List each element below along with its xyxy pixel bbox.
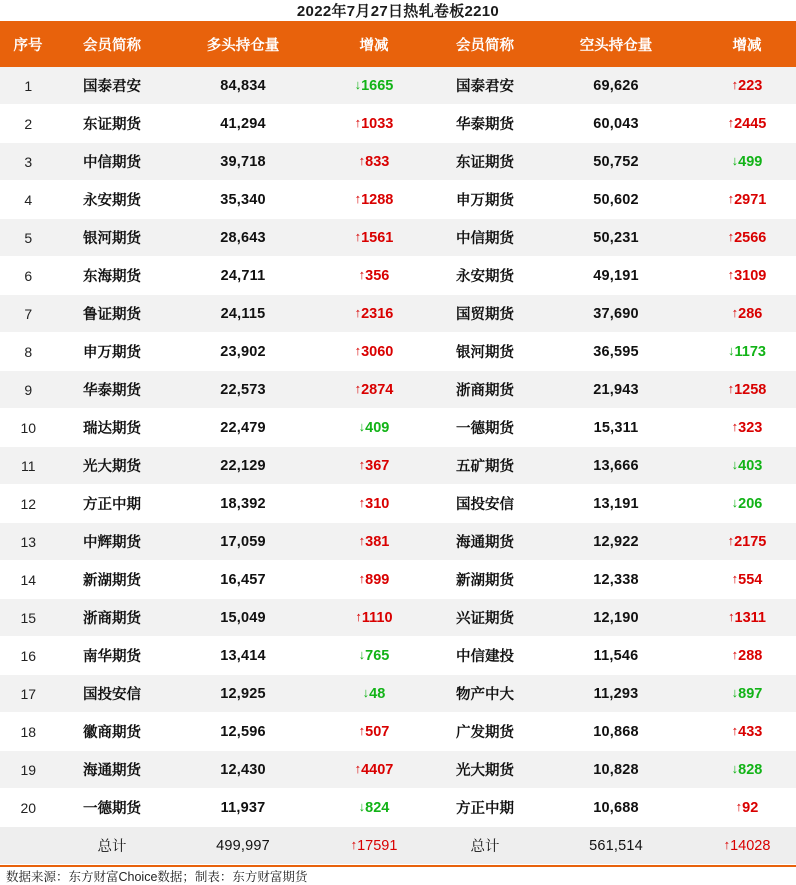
cell-seq: 15 [0, 599, 57, 637]
cell-long-change [319, 561, 430, 599]
change-value: 1665 [361, 78, 393, 94]
header-row [0, 21, 796, 67]
cell-long-volume: 15,049 [168, 599, 319, 637]
cell-short-volume: 11,293 [541, 675, 692, 713]
change-value: 223 [738, 78, 762, 94]
cell-seq: 1 [0, 67, 57, 105]
cell-short-volume: 21,943 [541, 371, 692, 409]
change-value: 2971 [734, 192, 766, 208]
cell-long-member: 海通期货 [57, 751, 168, 789]
cell-seq: 11 [0, 447, 57, 485]
cell-short-volume: 50,752 [541, 143, 692, 181]
cell-long-change [319, 409, 430, 447]
cell-short-volume: 10,868 [541, 713, 692, 751]
positions-table [0, 21, 796, 865]
change-value: 381 [365, 534, 389, 550]
cell-long-change [319, 143, 430, 181]
change-value: 92 [742, 800, 758, 816]
cell-short-member: 国泰君安 [430, 67, 541, 105]
cell-long-member: 鲁证期货 [57, 295, 168, 333]
arrow-up-icon: ↑ [732, 571, 739, 586]
change-value: 14028 [730, 838, 770, 854]
arrow-up-icon: ↑ [728, 229, 735, 244]
column-header-long-name: 会员简称 [57, 21, 168, 67]
change-value: 1311 [735, 610, 766, 626]
cell-short-change [692, 523, 796, 561]
arrow-up-icon: ↑ [736, 799, 743, 814]
table-row [0, 257, 796, 295]
arrow-down-icon: ↓ [732, 685, 739, 700]
cell-long-volume: 22,573 [168, 371, 319, 409]
cell-long-member: 南华期货 [57, 637, 168, 675]
cell-long-volume: 12,925 [168, 675, 319, 713]
cell-short-change [692, 67, 796, 105]
arrow-up-icon: ↑ [732, 77, 739, 92]
change-value: 2445 [734, 116, 766, 132]
cell-short-change [692, 295, 796, 333]
cell-long-volume: 22,479 [168, 409, 319, 447]
change-value: 356 [365, 268, 389, 284]
change-value: 2874 [361, 382, 393, 398]
cell-short-change [692, 599, 796, 637]
cell-short-change [692, 561, 796, 599]
table-row [0, 295, 796, 333]
cell-short-volume: 50,231 [541, 219, 692, 257]
table-body [0, 67, 796, 865]
change-value: 3060 [361, 344, 393, 360]
cell-long-volume: 28,643 [168, 219, 319, 257]
change-value: 288 [738, 648, 762, 664]
arrow-up-icon: ↑ [359, 533, 366, 548]
table-row [0, 561, 796, 599]
column-header-seq: 序号 [0, 21, 57, 67]
cell-long-change [319, 181, 430, 219]
cell-short-member: 国贸期货 [430, 295, 541, 333]
cell-short-volume: 10,828 [541, 751, 692, 789]
cell-short-volume: 12,190 [541, 599, 692, 637]
arrow-up-icon: ↑ [355, 609, 362, 624]
arrow-down-icon: ↓ [359, 799, 366, 814]
change-value: 1173 [735, 344, 766, 360]
table-row [0, 409, 796, 447]
cell-short-change [692, 713, 796, 751]
cell-short-member: 中信期货 [430, 219, 541, 257]
change-value: 828 [738, 762, 762, 778]
arrow-down-icon: ↓ [732, 153, 739, 168]
arrow-up-icon: ↑ [728, 267, 735, 282]
cell-seq: 3 [0, 143, 57, 181]
arrow-up-icon: ↑ [359, 571, 366, 586]
cell-long-change [319, 637, 430, 675]
cell-short-member: 东证期货 [430, 143, 541, 181]
cell-short-member: 华泰期货 [430, 105, 541, 143]
arrow-down-icon: ↓ [359, 647, 366, 662]
change-value: 765 [365, 648, 389, 664]
arrow-down-icon: ↓ [732, 495, 739, 510]
cell-short-change [692, 751, 796, 789]
arrow-up-icon: ↑ [355, 381, 362, 396]
cell-long-volume: 12,596 [168, 713, 319, 751]
change-value: 48 [369, 686, 385, 702]
cell-long-volume: 84,834 [168, 67, 319, 105]
cell-short-volume: 37,690 [541, 295, 692, 333]
cell-total-long-change [319, 827, 430, 865]
table-row [0, 371, 796, 409]
cell-short-change [692, 333, 796, 371]
cell-seq: 19 [0, 751, 57, 789]
cell-long-member: 华泰期货 [57, 371, 168, 409]
table-row [0, 599, 796, 637]
cell-short-change [692, 219, 796, 257]
arrow-up-icon: ↑ [728, 381, 735, 396]
arrow-up-icon: ↑ [732, 305, 739, 320]
table-row [0, 143, 796, 181]
page-title: 2022年7月27日热轧卷板2210 [297, 0, 499, 21]
cell-short-member: 新湖期货 [430, 561, 541, 599]
cell-long-volume: 11,937 [168, 789, 319, 827]
table-total-row [0, 827, 796, 865]
cell-short-member: 海通期货 [430, 523, 541, 561]
change-value: 899 [365, 572, 389, 588]
arrow-down-icon: ↓ [363, 685, 370, 700]
arrow-up-icon: ↑ [355, 343, 362, 358]
arrow-up-icon: ↑ [359, 457, 366, 472]
cell-short-member: 永安期货 [430, 257, 541, 295]
cell-long-change [319, 371, 430, 409]
cell-short-member: 五矿期货 [430, 447, 541, 485]
cell-short-change [692, 371, 796, 409]
arrow-down-icon: ↓ [732, 457, 739, 472]
column-header-short-chg: 增减 [692, 21, 796, 67]
cell-seq: 6 [0, 257, 57, 295]
cell-short-change [692, 105, 796, 143]
arrow-up-icon: ↑ [359, 495, 366, 510]
change-value: 3109 [734, 268, 766, 284]
arrow-down-icon: ↓ [355, 77, 362, 92]
cell-seq: 5 [0, 219, 57, 257]
change-value: 2566 [734, 230, 766, 246]
cell-seq: 17 [0, 675, 57, 713]
cell-long-member: 东海期货 [57, 257, 168, 295]
cell-short-member: 方正中期 [430, 789, 541, 827]
cell-seq: 16 [0, 637, 57, 675]
cell-long-volume: 39,718 [168, 143, 319, 181]
change-value: 409 [365, 420, 389, 436]
table-row [0, 447, 796, 485]
cell-long-member: 申万期货 [57, 333, 168, 371]
change-value: 1561 [361, 230, 393, 246]
cell-short-change [692, 789, 796, 827]
cell-short-volume: 12,922 [541, 523, 692, 561]
cell-short-volume: 69,626 [541, 67, 692, 105]
change-value: 310 [365, 496, 389, 512]
cell-seq: 14 [0, 561, 57, 599]
arrow-up-icon: ↑ [355, 305, 362, 320]
arrow-up-icon: ↑ [359, 153, 366, 168]
cell-short-volume: 49,191 [541, 257, 692, 295]
arrow-up-icon: ↑ [728, 191, 735, 206]
change-value: 4407 [361, 762, 393, 778]
cell-short-change [692, 485, 796, 523]
cell-total-long-label: 总计 [57, 827, 168, 865]
cell-short-member: 兴证期货 [430, 599, 541, 637]
cell-short-change [692, 675, 796, 713]
change-value: 1258 [734, 382, 766, 398]
change-value: 833 [365, 154, 389, 170]
cell-long-change [319, 751, 430, 789]
cell-short-volume: 13,191 [541, 485, 692, 523]
cell-long-volume: 17,059 [168, 523, 319, 561]
cell-long-volume: 12,430 [168, 751, 319, 789]
cell-total-short-change [692, 827, 796, 865]
cell-short-change [692, 143, 796, 181]
table-header [0, 21, 796, 67]
table-row [0, 637, 796, 675]
cell-seq: 7 [0, 295, 57, 333]
arrow-up-icon: ↑ [732, 647, 739, 662]
cell-short-volume: 50,602 [541, 181, 692, 219]
cell-long-change [319, 599, 430, 637]
cell-seq: 10 [0, 409, 57, 447]
table-row [0, 105, 796, 143]
table-row [0, 713, 796, 751]
cell-short-volume: 60,043 [541, 105, 692, 143]
arrow-up-icon: ↑ [359, 267, 366, 282]
cell-short-member: 光大期货 [430, 751, 541, 789]
arrow-up-icon: ↑ [728, 115, 735, 130]
arrow-up-icon: ↑ [359, 723, 366, 738]
arrow-up-icon: ↑ [355, 761, 362, 776]
cell-short-volume: 13,666 [541, 447, 692, 485]
cell-long-member: 徽商期货 [57, 713, 168, 751]
change-value: 2175 [734, 534, 766, 550]
change-value: 554 [738, 572, 762, 588]
cell-long-volume: 23,902 [168, 333, 319, 371]
table-row [0, 67, 796, 105]
cell-long-member: 瑞达期货 [57, 409, 168, 447]
arrow-up-icon: ↑ [355, 191, 362, 206]
cell-long-change [319, 333, 430, 371]
cell-long-member: 新湖期货 [57, 561, 168, 599]
cell-long-change [319, 219, 430, 257]
cell-seq: 18 [0, 713, 57, 751]
cell-short-member: 物产中大 [430, 675, 541, 713]
cell-short-volume: 11,546 [541, 637, 692, 675]
cell-short-volume: 36,595 [541, 333, 692, 371]
cell-long-member: 中信期货 [57, 143, 168, 181]
table-row [0, 675, 796, 713]
cell-long-member: 东证期货 [57, 105, 168, 143]
arrow-up-icon: ↑ [351, 837, 358, 852]
cell-short-volume: 10,688 [541, 789, 692, 827]
cell-total-seq [0, 827, 57, 865]
cell-long-change [319, 105, 430, 143]
change-value: 2316 [361, 306, 393, 322]
cell-long-member: 国泰君安 [57, 67, 168, 105]
arrow-up-icon: ↑ [355, 115, 362, 130]
cell-short-member: 广发期货 [430, 713, 541, 751]
cell-total-short-volume: 561,514 [541, 827, 692, 865]
table-row [0, 181, 796, 219]
cell-seq: 8 [0, 333, 57, 371]
cell-seq: 13 [0, 523, 57, 561]
page-title-bar [0, 0, 796, 21]
change-value: 367 [365, 458, 389, 474]
cell-long-volume: 35,340 [168, 181, 319, 219]
cell-total-long-volume: 499,997 [168, 827, 319, 865]
cell-long-volume: 22,129 [168, 447, 319, 485]
cell-short-change [692, 181, 796, 219]
cell-long-change [319, 447, 430, 485]
cell-long-change [319, 485, 430, 523]
cell-short-member: 国投安信 [430, 485, 541, 523]
cell-long-volume: 24,711 [168, 257, 319, 295]
cell-long-change [319, 523, 430, 561]
cell-long-member: 永安期货 [57, 181, 168, 219]
cell-seq: 20 [0, 789, 57, 827]
cell-long-member: 一德期货 [57, 789, 168, 827]
change-value: 1110 [362, 610, 393, 626]
arrow-up-icon: ↑ [728, 609, 735, 624]
arrow-down-icon: ↓ [732, 761, 739, 776]
change-value: 433 [738, 724, 762, 740]
change-value: 17591 [357, 838, 397, 854]
arrow-up-icon: ↑ [724, 837, 731, 852]
cell-seq: 2 [0, 105, 57, 143]
cell-short-change [692, 447, 796, 485]
change-value: 499 [738, 154, 762, 170]
cell-long-member: 国投安信 [57, 675, 168, 713]
cell-short-member: 申万期货 [430, 181, 541, 219]
cell-long-member: 光大期货 [57, 447, 168, 485]
change-value: 403 [738, 458, 762, 474]
cell-long-volume: 18,392 [168, 485, 319, 523]
table-row [0, 523, 796, 561]
cell-long-member: 中辉期货 [57, 523, 168, 561]
change-value: 1033 [361, 116, 393, 132]
change-value: 824 [365, 800, 389, 816]
column-header-short-vol: 空头持仓量 [541, 21, 692, 67]
table-row [0, 219, 796, 257]
column-header-short-name: 会员简称 [430, 21, 541, 67]
table-row [0, 789, 796, 827]
source-note: 数据来源：东方财富Choice数据；制表：东方财富期货 [6, 867, 307, 885]
change-value: 286 [738, 306, 762, 322]
table-row [0, 333, 796, 371]
cell-long-member: 浙商期货 [57, 599, 168, 637]
change-value: 206 [738, 496, 762, 512]
cell-long-volume: 41,294 [168, 105, 319, 143]
cell-short-member: 中信建投 [430, 637, 541, 675]
cell-total-short-label: 总计 [430, 827, 541, 865]
cell-long-change [319, 257, 430, 295]
cell-short-volume: 15,311 [541, 409, 692, 447]
arrow-up-icon: ↑ [728, 533, 735, 548]
cell-long-change [319, 713, 430, 751]
cell-long-change [319, 789, 430, 827]
cell-seq: 4 [0, 181, 57, 219]
cell-short-change [692, 637, 796, 675]
cell-long-member: 方正中期 [57, 485, 168, 523]
change-value: 897 [738, 686, 762, 702]
change-value: 507 [365, 724, 389, 740]
table-row [0, 751, 796, 789]
cell-short-member: 银河期货 [430, 333, 541, 371]
cell-long-volume: 13,414 [168, 637, 319, 675]
cell-long-change [319, 67, 430, 105]
cell-long-change [319, 295, 430, 333]
cell-short-member: 浙商期货 [430, 371, 541, 409]
cell-short-change [692, 257, 796, 295]
change-value: 1288 [361, 192, 393, 208]
cell-short-change [692, 409, 796, 447]
source-footer [0, 865, 796, 885]
cell-long-member: 银河期货 [57, 219, 168, 257]
cell-short-volume: 12,338 [541, 561, 692, 599]
cell-seq: 9 [0, 371, 57, 409]
cell-short-member: 一德期货 [430, 409, 541, 447]
arrow-down-icon: ↓ [728, 343, 735, 358]
table-row [0, 485, 796, 523]
cell-long-volume: 24,115 [168, 295, 319, 333]
column-header-long-vol: 多头持仓量 [168, 21, 319, 67]
cell-long-change [319, 675, 430, 713]
cell-seq: 12 [0, 485, 57, 523]
change-value: 323 [738, 420, 762, 436]
arrow-down-icon: ↓ [359, 419, 366, 434]
cell-long-volume: 16,457 [168, 561, 319, 599]
arrow-up-icon: ↑ [732, 723, 739, 738]
column-header-long-chg: 增减 [319, 21, 430, 67]
arrow-up-icon: ↑ [355, 229, 362, 244]
arrow-up-icon: ↑ [732, 419, 739, 434]
